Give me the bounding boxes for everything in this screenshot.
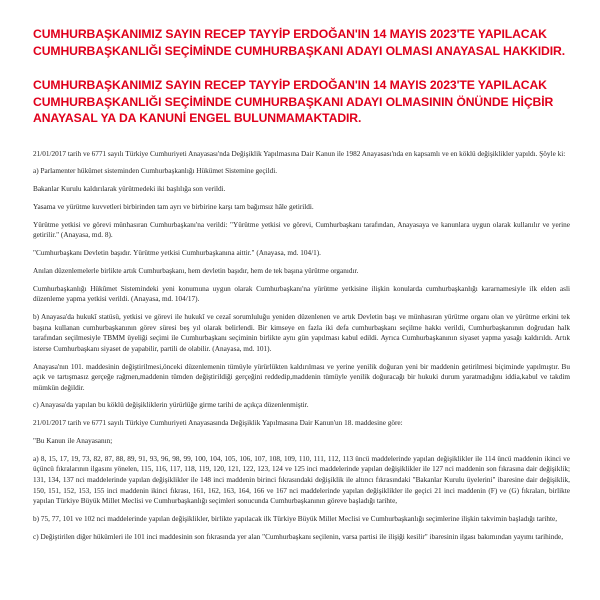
paragraph: Anayasa'nın 101. maddesinin değiştirilmesi,önceki düzenlemenin tümüyle yürürlükten kaldırılması ve yerine yenilik doğuran yeni bir maddenin getirilmesi biçiminde yapılmıştır. Bu açık ve tartışmasız gerçeğe rağmen,maddenin tümden değiştirildiği gerçeğini reddedip,maddenin tümüyle yenilik doğuracağı bir hukuki durum yaratmadığını iddia,kabul ve takdim mümkün değildir. [33,362,570,392]
paragraph: Yasama ve yürütme kuvvetleri birbirinden tam ayrı ve birbirine karşı tam bağımsız hâle getirildi. [33,202,314,211]
headline-2: CUMHURBAŞKANIMIZ SAYIN RECEP TAYYİP ERDOĞAN'IN 14 MAYIS 2023'TE YAPILACAK CUMHURBAŞKANLIĞI SEÇİMİNDE CUMHURBAŞKANI ADAYI OLMASININ ÖNÜNDE HİÇBİR ANAYASAL YA DA KANUNİ ENGEL BULUNMAMAKTADIR. [33,78,554,125]
paragraph: a) Parlamenter hükümet sisteminden Cumhurbaşkanlığı Hükümet Sistemine geçildi. [33,167,278,176]
paragraph: c) Anayasa'da yapılan bu köklü değişikliklerin yürürlüğe girme tarihi de açıkça düzenlenmiştir. [33,401,309,410]
paragraph: Bakanlar Kurulu kaldırılarak yürütmedeki iki başlılığa son verildi. [33,185,226,194]
paragraph: Anılan düzenlemelerle birlikte artık Cumhurbaşkanı, hem devletin başıdır, hem de tek başına yürütme organıdır. [33,266,359,275]
paragraph: "Bu Kanun ile Anayasanın; [33,437,113,446]
paragraph: "Cumhurbaşkanı Devletin başıdır. Yürütme yetkisi Cumhurbaşkanına aittir." (Anayasa, md. 104/1). [33,249,321,257]
paragraph: Cumhurbaşkanlığı Hükûmet Sistemindeki yeni konumuna uygun olarak Cumhurbaşkanı'na yürütme yetkisine ilişkin konularda cumhurbaşkanlığı kararnamesiyle ilk elden asli düzenleme yapma yetkisi verildi. (Anayasa, md. 104/17). [33,284,570,304]
paragraph: a) 8, 15, 17, 19, 73, 82, 87, 88, 89, 91, 93, 96, 98, 99, 100, 104, 105, 106, 107, 108, 109, 110, 111, 112, 113 üncü maddelerinde yapılan değişiklikler ile 114 üncü maddenin ikinci ve üçüncü fıkralarının ilgasını yönelen, 115, 116, 117, 118, 119, 120, 121, 122, 123, 124 ve 125 inci maddelerinde yapılan değişiklikler ile 127 nci maddenin son fıkrasına dair değişiklik; 131, 134, 137 nci maddelerinde yapılan değişiklikler ile 148 inci maddenin birinci fıkrasındaki değişiklik ile altıncı fıkrasındaki "Bakanlar Kurulu üyelerini" ibaresine dair değişiklik, 150, 151, 152, 153, 155 inci maddenin ikinci fıkrası, 161, 162, 163, 164, 166 ve 167 nci maddelerinde yapılan değişiklikler ile geçici 21 inci maddenin (F) ve (G) fıkraları, birlikte yapılan Türkiye Büyük Millet Meclisi ve Cumhurbaşkanlığı seçimleri sonucunda Cumhurbaşkanının göreve başladığı tarihte, [33,454,570,506]
paragraph: b) 75, 77, 101 ve 102 nci maddelerinde yapılan değişiklikler, birlikte yapılacak ilk Türkiye Büyük Millet Meclisi ve Cumhurbaşkanlığı seçimlerine ilişkin takvimin başladığı tarihte, [33,514,558,523]
document-body [33,149,570,543]
paragraph: Yürütme yetkisi ve görevi münhasıran Cumhurbaşkanı'na verildi: "Yürütme yetkisi ve görevi, Cumhurbaşkanı tarafından, Anayasaya ve kanunlara uygun olarak kullanılır ve yerine getirilir." (Anayasa, md. 8). [33,220,570,240]
paragraph: b) Anayasa'da hukukî statüsü, yetkisi ve görevi ile hukukî ve cezaî sorumluluğu yeniden düzenlenen ve artık Devletin başı ve münhasıran yürütme organı olan ve yürütme erkini tek başına kullanan cumhurbaşkanının görev süresi beş yıl olarak belirlendi. Bir kimseye en fazla iki defa cumhurbaşkanı seçilme hakkı verildi, Cumhurbaşkanının doğrudan halk tarafından seçilmesiyle TBMM üyeliği seçimi ile Cumhurbaşkanı seçiminin birlikte aynı gün yapılması kabul edildi. Ayrıca Cumhurbaşkanının siyaset yapma yasağı kaldırıldı. Artık isterse Cumhurbaşkanı siyaset de yapabilir, partili de olabilir. (Anayasa, md. 101). [33,312,570,353]
paragraph: 21/01/2017 tarih ve 6771 sayılı Türkiye Cumhuriyeti Anayasasında Değişiklik Yapılmasına Dair Kanun'un 18. maddesine göre: [33,419,403,428]
paragraph: 21/01/2017 tarih ve 6771 sayılı Türkiye Cumhuriyeti Anayasası'nda Değişiklik Yapılmasına Dair Kanun ile 1982 Anayasası'nda en kapsamlı ve en köklü değişiklikler yapıldı. Şöyle ki: [33,149,566,158]
headline-1: CUMHURBAŞKANIMIZ SAYIN RECEP TAYYİP ERDOĞAN'IN 14 MAYIS 2023'TE YAPILACAK CUMHURBAŞKANLIĞI SEÇİMİNDE CUMHURBAŞKANI ADAYI OLMASI ANAYASAL HAKKIDIR. [33,27,566,58]
paragraph: c) Değiştirilen diğer hükümleri ile 101 inci maddesinin son fıkrasında yer alan "Cumhurbaşkanı seçilenin, varsa partisi ile ilişiği kesilir" ibaresinin ilgası bakımından yayımı tarihinde, [33,532,564,541]
